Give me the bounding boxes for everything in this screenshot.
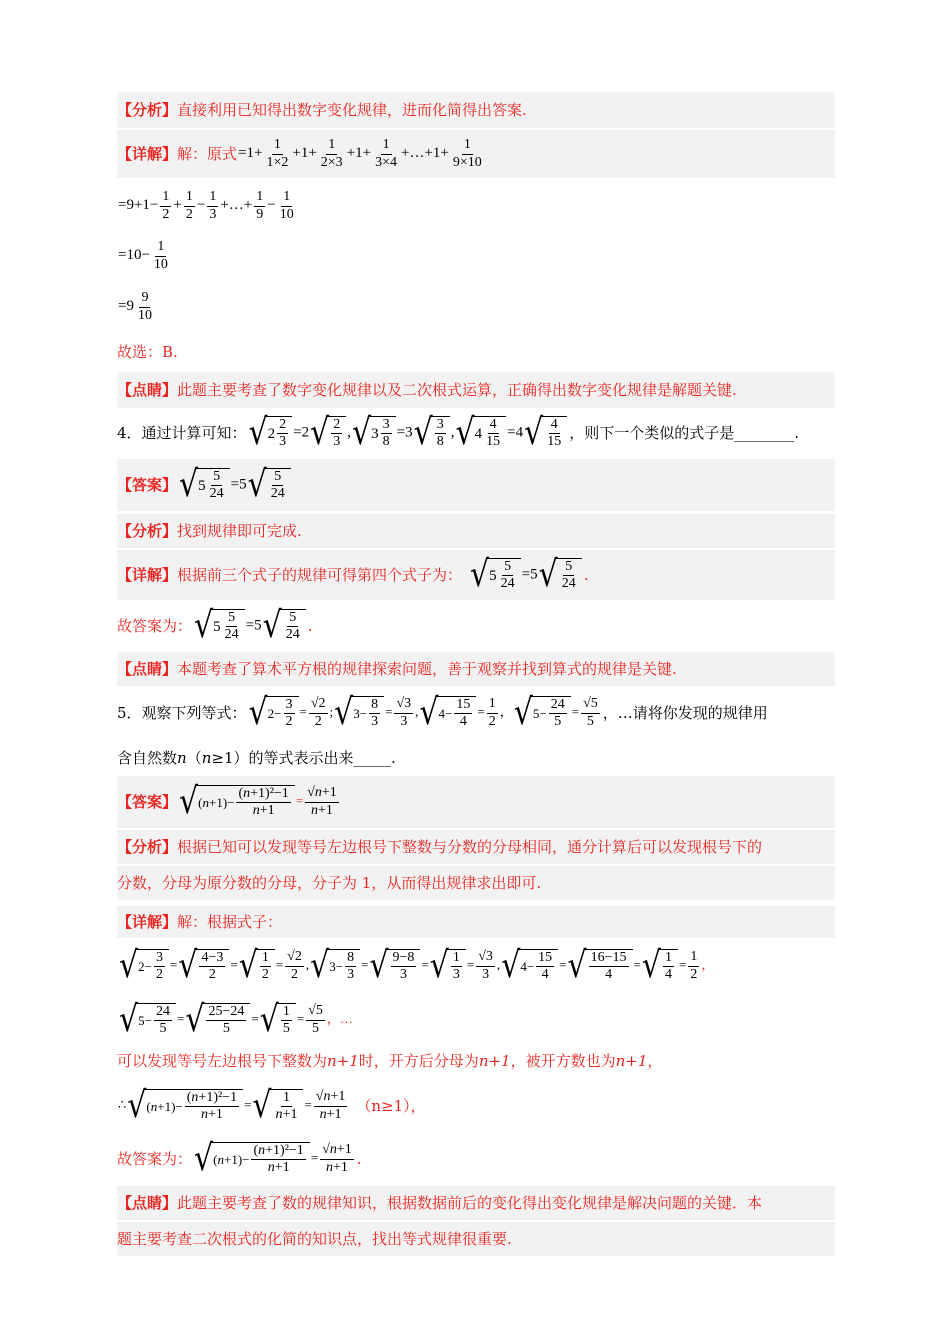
q4-tail: ，则下一个类似的式子是________. xyxy=(569,424,799,442)
q4-analysis-text: 找到规律即可完成. xyxy=(177,522,302,540)
label-analysis: 【分析】 xyxy=(117,838,178,856)
label-comment: 【点睛】 xyxy=(117,1194,178,1212)
q4-number: 4．通过计算可知： xyxy=(117,424,247,442)
comment-text: 此题主要考查了数字变化规律以及二次根式运算，正确得出数字变化规律是解题关键. xyxy=(177,381,737,399)
q5-comment-line2: 题主要考查二次根式的化简的知识点，找出等式规律很重要. xyxy=(117,1230,512,1248)
choice-text: 故选：B. xyxy=(117,343,178,361)
q5-condition: （n≥1）， xyxy=(356,1097,426,1115)
q5-number: 5．观察下列等式： xyxy=(117,704,247,722)
label-comment: 【点睛】 xyxy=(117,660,178,678)
step-1: =9+1− $\frac{1}{2}$ + $\frac{1}{2}$ − $\frac{1}{3}$ +…+ $\frac{1}{9}$ − $\frac{1}{10}$ xyxy=(118,189,294,222)
q5-detail-text: 解：根据式子： xyxy=(177,913,283,931)
q4-detail-row: 【详解】 根据前三个式子的规律可得第四个式子为： √ 5 $\frac{5}{24}$ =5 √ $\frac{5}{24}$ . xyxy=(117,550,835,600)
q5-analysis-row2 xyxy=(117,866,835,900)
q4-comment-row xyxy=(117,652,835,686)
detail-row xyxy=(117,130,835,178)
q4-final-label: 故答案为： xyxy=(117,617,193,635)
q5-comment-row2 xyxy=(117,1222,835,1256)
q5-therefore-row: ∴ √ ( n +1)− $\frac{\text{(n+1)²−1}}{n+1}$ = √ $\frac{1}{n+1}$ = $\frac{√n+1}{n+1}$ （n≥1）， xyxy=(118,1084,426,1127)
q4-answer-formula: √ 5 $\frac{5}{24}$ =5 √ $\frac{5}{24}$ xyxy=(178,468,292,502)
q5-analysis-line2: 分数，分母为原分数的分母，分子为 1，从而得出规律求出即可. xyxy=(117,874,542,892)
label-detail: 【详解】 xyxy=(117,913,178,931)
q5-final-row: 故答案为： √ ( n +1)− $\frac{\text{(n+1)²−1}}{n+1}$ = $\frac{√n+1}{n+1}$ . xyxy=(117,1137,362,1180)
q5-comment-line1: 此题主要考查了数的规律知识，根据数据前后的变化得出变化规律是解决问题的关键．本 xyxy=(177,1194,763,1212)
formula-original: =1+ $\frac{1}{1\times 2}$ +1+ $\frac{1}{2\times 3}$ +1+ $\frac{1}{3\times 4}$ +…+1+ $\frac{1}{9\times 10}$ xyxy=(238,137,482,170)
q5-stem-line1 xyxy=(117,689,835,737)
q4-analysis-row xyxy=(117,514,835,548)
label-answer: 【答案】 xyxy=(117,793,178,811)
q4-comment-text: 本题考查了算术平方根的规律探索问题，善于观察并找到算式的规律是关键. xyxy=(177,660,677,678)
choice-row xyxy=(117,338,835,366)
q4-stem xyxy=(117,410,835,456)
label-analysis: 【分析】 xyxy=(117,522,178,540)
label-comment: 【点睛】 xyxy=(117,381,178,399)
step-3: =9 $\frac{9}{10}$ xyxy=(118,290,152,323)
q5-answer-row xyxy=(117,776,835,828)
analysis-row xyxy=(117,92,835,128)
q5-analysis-row1 xyxy=(117,830,835,864)
analysis-text: 直接利用已知得出数字变化规律，进而化简得出答案. xyxy=(177,101,527,119)
q4-final-row: 故答案为： √ 5 $\frac{5}{24}$ =5 √ $\frac{5}{24}$ . xyxy=(117,604,313,647)
label-answer: 【答案】 xyxy=(117,476,178,494)
label-detail: 【详解】 xyxy=(117,566,178,584)
q5-stem-line2: 含自然数 n （ n ≥1）的等式表示出来_____. xyxy=(117,749,396,767)
q5-tail: ，…请将你发现的规律用 xyxy=(602,704,768,722)
q4-detail-text: 根据前三个式子的规律可得第四个式子为： xyxy=(177,566,463,584)
comment-row xyxy=(117,372,835,408)
detail-intro: 解：原式 xyxy=(177,145,238,163)
q5-formulas: √ 2− $\frac{3}{2}$ = $\frac{√2}{2}$ ; √ 3− $\frac{8}{3}$ = $\frac{√3}{3}$ , √ 4− $\frac{15}{4}$ = $\frac{1}{2}$ ， √ 5− $\frac{24}{5}$ = $\frac{√5}{5}$ xyxy=(248,691,598,734)
label-analysis: 【分析】 xyxy=(117,101,178,119)
q5-derivation-1: √ 2− $\frac{3}{2}$ = √ $\frac{4-3}{2}$ = √ $\frac{1}{2}$ = $\frac{√2}{2}$ , √ 3− $\frac{8}{3}$ = √ $\frac{9-8}{3}$ = √ $\frac{1}{3}$ = $\frac{√3}{3}$ , √ 4− $\frac{15}{4}$ = √ $\frac{16-15}{4}$ = √ $\frac{1}{4}$ = $\frac{1}{2}$ ， xyxy=(119,944,715,987)
q5-comment-row1 xyxy=(117,1186,835,1220)
q5-derivation-2: √ 5− $\frac{24}{5}$ = √ $\frac{25-24}{5}$ = √ $\frac{1}{5}$ = $\frac{√5}{5}$ ，… xyxy=(119,998,353,1041)
q5-final-label: 故答案为： xyxy=(117,1150,193,1168)
q5-answer-formula: √ ( n +1)− $\frac{\text{(n+1)²−1}}{n+1}$ = $\frac{√n+1}{n+1}$ xyxy=(179,780,337,823)
label-detail: 【详解】 xyxy=(117,145,178,163)
step-2: =10− $\frac{1}{10}$ xyxy=(118,239,168,272)
q5-find-row: 可以发现等号左边根号下整数为 n+1 时，开方后分母为 n+1 ，被开方数也为 n+1 ， xyxy=(117,1052,663,1070)
q5-analysis-line1: 根据已知可以发现等号左边根号下整数与分数的分母相同，通分计算后可以发现根号下的 xyxy=(177,838,763,856)
q4-answer-row xyxy=(117,459,835,511)
q5-detail-row xyxy=(117,906,835,938)
q4-formulas: √ 2 $\frac{2}{3}$ =2 √ $\frac{2}{3}$ , √ 3 $\frac{3}{8}$ =3 √ $\frac{3}{8}$ , √ 4 $\frac{4}{15}$ =4 √ $\frac{4}{15}$ xyxy=(248,416,569,450)
